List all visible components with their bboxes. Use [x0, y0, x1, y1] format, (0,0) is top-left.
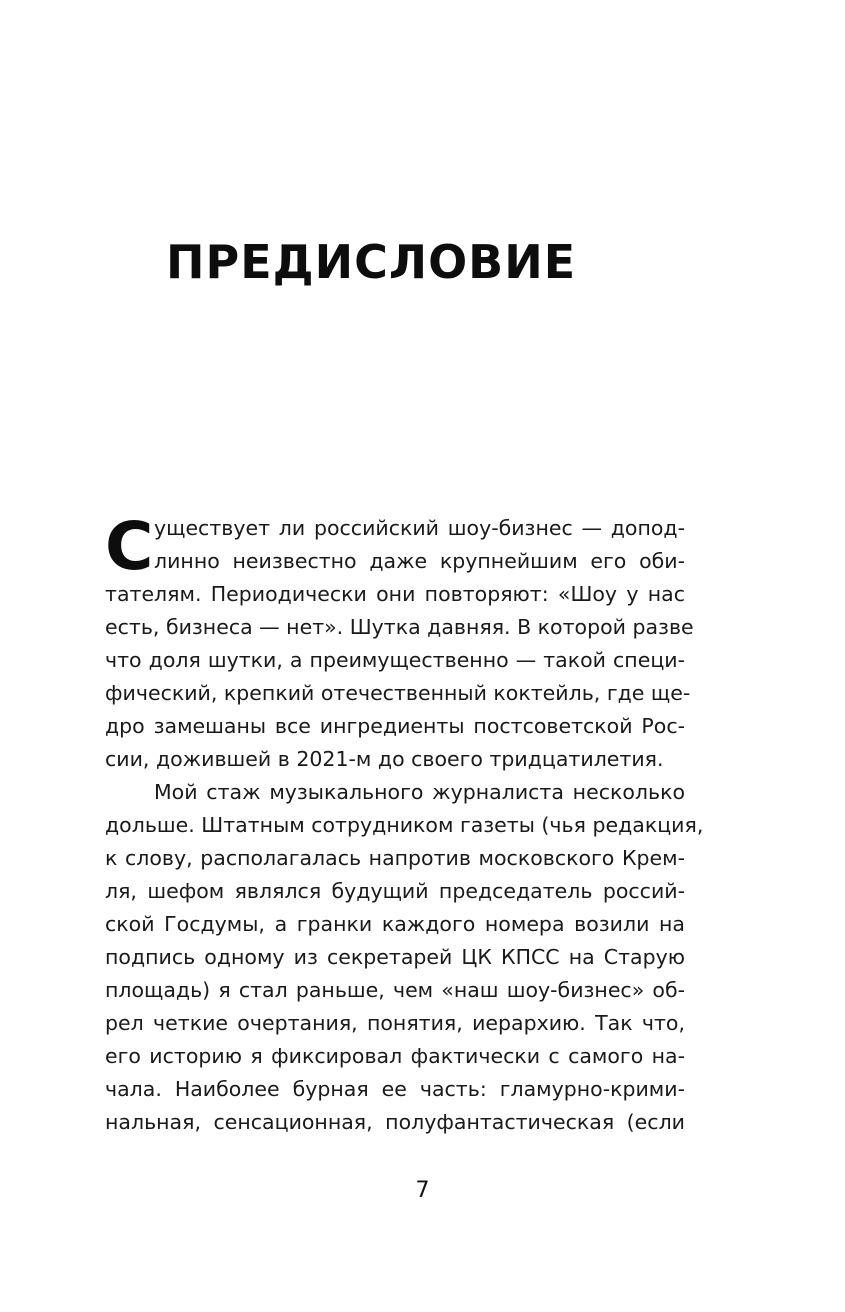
text-line: рел четкие очертания, понятия, иерархию. Так что,	[105, 1011, 685, 1035]
text-line: дольше. Штатным сотрудником газеты (чья редакция,	[105, 813, 704, 837]
chapter-title: ПРЕДИСЛОВИЕ	[166, 235, 577, 289]
text-line: его историю я фиксировал фактически с самого на-	[105, 1044, 685, 1068]
text-line: дро замешаны все ингредиенты постсоветской Рос-	[105, 714, 685, 738]
text-line: линно неизвестно даже крупнейшим его оби-	[154, 549, 685, 573]
text-line: ля, шефом являлся будущий председатель россий-	[105, 879, 685, 903]
text-line: к слову, располагалась напротив московского Крем-	[105, 846, 685, 870]
text-line: ской Госдумы, а гранки каждого номера возили на	[105, 912, 685, 936]
paragraph-1	[105, 508, 694, 776]
text-line: есть, бизнеса — нет». Шутка давняя. В которой разве	[105, 615, 694, 639]
body-text	[105, 508, 704, 1139]
text-line: площадь) я стал раньше, чем «наш шоу-бизнес» об-	[105, 978, 685, 1002]
text-line: чала. Наиболее бурная ее часть: гламурно-крими-	[105, 1077, 685, 1101]
text-line: фический, крепкий отечественный коктейль, где ще-	[105, 681, 691, 705]
text-line: тателям. Периодически они повторяют: «Шоу у нас	[105, 582, 685, 606]
drop-cap: С	[105, 508, 154, 585]
text-line: уществует ли российский шоу-бизнес — допод-	[154, 516, 685, 540]
paragraph-2	[105, 776, 704, 1139]
text-line: Мой стаж музыкального журналиста несколько	[154, 780, 685, 804]
text-line: что доля шутки, а преимущественно — такой специ-	[105, 648, 685, 672]
text-line: нальная, сенсационная, полуфантастическая (если	[105, 1110, 685, 1134]
text-line: сии, дожившей в 2021-м до своего тридцатилетия.	[105, 747, 664, 771]
text-line: подпись одному из секретарей ЦК КПСС на Старую	[105, 945, 685, 969]
page-number: 7	[415, 1178, 430, 1203]
